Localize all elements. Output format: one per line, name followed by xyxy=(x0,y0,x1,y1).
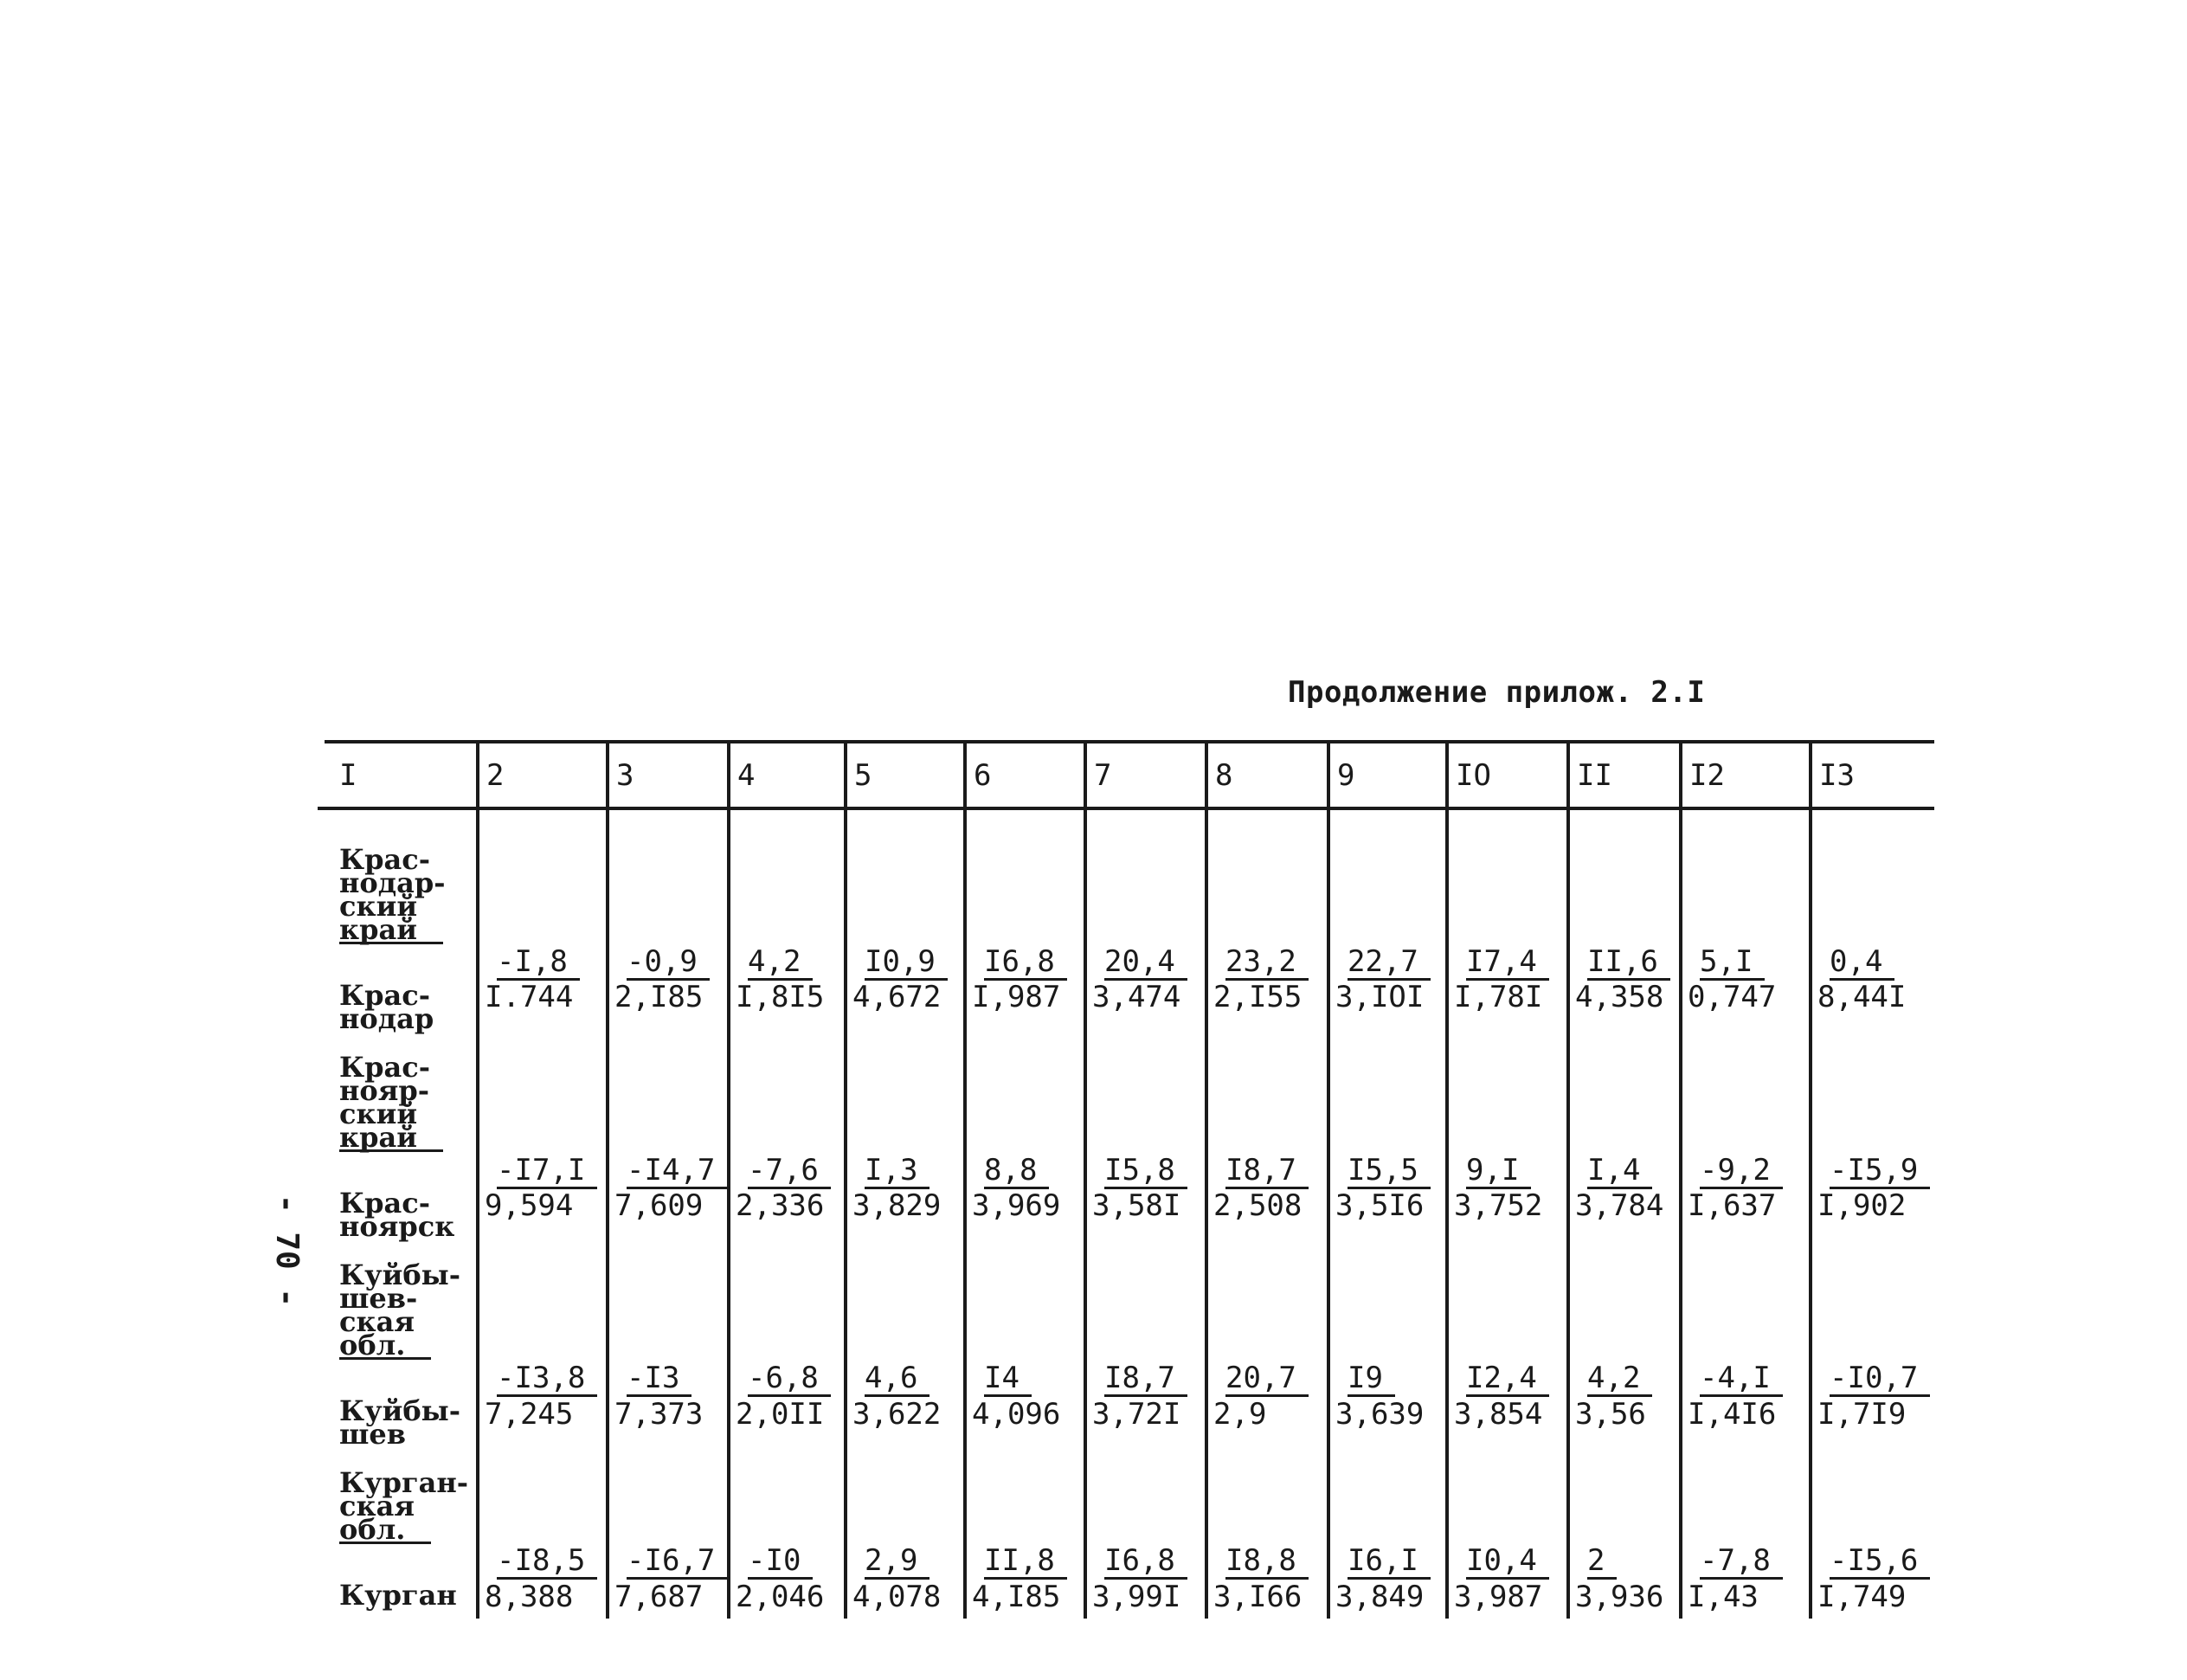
mean-temperature-value: -I,8 xyxy=(497,945,580,981)
coefficient-value: 4,I85 xyxy=(972,1580,1061,1614)
coefficient-value: 3,854 xyxy=(1454,1397,1543,1432)
mean-temperature-value: I6,8 xyxy=(1104,1544,1187,1580)
mean-temperature-value: 5,I xyxy=(1700,945,1765,981)
mean-temperature-value: 0,4 xyxy=(1830,945,1894,981)
table-top-rule xyxy=(325,740,1934,743)
city-name: Курган xyxy=(339,1579,457,1612)
coefficient-value: 7,373 xyxy=(614,1397,704,1432)
coefficient-value: 3,622 xyxy=(852,1397,942,1432)
mean-temperature-value: I6,I xyxy=(1348,1544,1431,1580)
mean-temperature-value: -I0 xyxy=(748,1544,813,1580)
mean-temperature-value: I8,7 xyxy=(1225,1154,1309,1189)
mean-temperature-value: II,6 xyxy=(1587,945,1670,981)
mean-temperature-value: 8,8 xyxy=(984,1154,1049,1189)
coefficient-value: 0,747 xyxy=(1688,980,1777,1014)
coefficient-value: I,4I6 xyxy=(1688,1397,1777,1432)
coefficient-value: 2,336 xyxy=(736,1188,825,1223)
column-divider xyxy=(963,740,967,1619)
header-bottom-rule xyxy=(318,807,1934,810)
coefficient-value: 4,078 xyxy=(852,1580,942,1614)
mean-temperature-value: I9 xyxy=(1348,1361,1395,1397)
coefficient-value: 2,0II xyxy=(736,1397,825,1432)
coefficient-value: 4,672 xyxy=(852,980,942,1014)
region-name: Крас- нодар- ский край xyxy=(339,843,446,946)
column-header: 8 xyxy=(1215,758,1233,793)
column-divider xyxy=(1205,740,1208,1619)
coefficient-value: I,43 xyxy=(1688,1580,1759,1614)
column-divider xyxy=(606,740,609,1619)
mean-temperature-value: 4,2 xyxy=(748,945,813,981)
mean-temperature-value: I0,9 xyxy=(865,945,948,981)
city-name: Куйбы- шев xyxy=(339,1394,461,1451)
column-header: 7 xyxy=(1094,758,1112,793)
mean-temperature-value: -I5,6 xyxy=(1830,1544,1930,1580)
mean-temperature-value: I4 xyxy=(984,1361,1032,1397)
coefficient-value: 3,639 xyxy=(1335,1397,1425,1432)
column-divider xyxy=(1445,740,1449,1619)
mean-temperature-value: -I8,5 xyxy=(497,1544,597,1580)
column-header: 6 xyxy=(974,758,992,793)
mean-temperature-value: 22,7 xyxy=(1348,945,1431,981)
coefficient-value: 3,56 xyxy=(1575,1397,1646,1432)
mean-temperature-value: 9,I xyxy=(1466,1154,1531,1189)
coefficient-value: I,8I5 xyxy=(736,980,825,1014)
column-divider xyxy=(844,740,847,1619)
mean-temperature-value: I8,7 xyxy=(1104,1361,1187,1397)
coefficient-value: 2,I85 xyxy=(614,980,704,1014)
coefficient-value: 2,9 xyxy=(1213,1397,1267,1432)
mean-temperature-value: I5,5 xyxy=(1348,1154,1431,1189)
mean-temperature-value: -I6,7 xyxy=(627,1544,727,1580)
coefficient-value: I,902 xyxy=(1817,1188,1907,1223)
coefficient-value: I,749 xyxy=(1817,1580,1907,1614)
coefficient-value: 3,I66 xyxy=(1213,1580,1303,1614)
column-divider xyxy=(1084,740,1087,1619)
column-header: 2 xyxy=(486,758,505,793)
column-header: 5 xyxy=(854,758,872,793)
column-header: 3 xyxy=(616,758,634,793)
mean-temperature-value: I5,8 xyxy=(1104,1154,1187,1189)
coefficient-value: 3,752 xyxy=(1454,1188,1543,1223)
coefficient-value: 2,046 xyxy=(736,1580,825,1614)
mean-temperature-value: -I0,7 xyxy=(1830,1361,1930,1397)
coefficient-value: I,7I9 xyxy=(1817,1397,1907,1432)
column-header: I xyxy=(339,758,357,793)
mean-temperature-value: -7,8 xyxy=(1700,1544,1783,1580)
mean-temperature-value: -I5,9 xyxy=(1830,1154,1930,1189)
mean-temperature-value: I8,8 xyxy=(1225,1544,1309,1580)
coefficient-value: I,78I xyxy=(1454,980,1543,1014)
coefficient-value: 3,58I xyxy=(1092,1188,1181,1223)
coefficient-value: 3,849 xyxy=(1335,1580,1425,1614)
column-header: 9 xyxy=(1337,758,1355,793)
coefficient-value: 4,096 xyxy=(972,1397,1061,1432)
mean-temperature-value: 2,9 xyxy=(865,1544,929,1580)
mean-temperature-value: -I7,I xyxy=(497,1154,597,1189)
mean-temperature-value: 4,2 xyxy=(1587,1361,1652,1397)
coefficient-value: I.744 xyxy=(485,980,574,1014)
coefficient-value: I,637 xyxy=(1688,1188,1777,1223)
coefficient-value: 4,358 xyxy=(1575,980,1664,1014)
column-header: II xyxy=(1577,758,1612,793)
mean-temperature-value: -I3 xyxy=(627,1361,691,1397)
coefficient-value: 7,609 xyxy=(614,1188,704,1223)
mean-temperature-value: I2,4 xyxy=(1466,1361,1549,1397)
column-header: IO xyxy=(1456,758,1491,793)
coefficient-value: 3,969 xyxy=(972,1188,1061,1223)
coefficient-value: 8,44I xyxy=(1817,980,1907,1014)
coefficient-value: 3,936 xyxy=(1575,1580,1664,1614)
column-header: I3 xyxy=(1819,758,1855,793)
mean-temperature-value: I6,8 xyxy=(984,945,1067,981)
mean-temperature-value: 20,7 xyxy=(1225,1361,1309,1397)
mean-temperature-value: 2 xyxy=(1587,1544,1617,1580)
column-divider xyxy=(476,740,479,1619)
mean-temperature-value: -4,I xyxy=(1700,1361,1783,1397)
column-divider xyxy=(1327,740,1330,1619)
mean-temperature-value: I7,4 xyxy=(1466,945,1549,981)
coefficient-value: 3,5I6 xyxy=(1335,1188,1425,1223)
column-divider xyxy=(1566,740,1570,1619)
column-header: 4 xyxy=(737,758,756,793)
coefficient-value: 3,987 xyxy=(1454,1580,1543,1614)
coefficient-value: 3,474 xyxy=(1092,980,1181,1014)
coefficient-value: 8,388 xyxy=(485,1580,574,1614)
page-number: - 70 - xyxy=(269,1194,305,1308)
mean-temperature-value: I,4 xyxy=(1587,1154,1652,1189)
coefficient-value: 2,I55 xyxy=(1213,980,1303,1014)
mean-temperature-value: 20,4 xyxy=(1104,945,1187,981)
city-name: Крас- нодар xyxy=(339,979,434,1035)
coefficient-value: 3,829 xyxy=(852,1188,942,1223)
mean-temperature-value: -9,2 xyxy=(1700,1154,1783,1189)
column-divider xyxy=(1809,740,1812,1619)
mean-temperature-value: -0,9 xyxy=(627,945,710,981)
mean-temperature-value: -6,8 xyxy=(748,1361,831,1397)
mean-temperature-value: 4,6 xyxy=(865,1361,929,1397)
region-name: Крас- нояр- ский край xyxy=(339,1056,443,1152)
column-divider xyxy=(1679,740,1682,1619)
column-header: I2 xyxy=(1689,758,1725,793)
table-caption: Продолжение прилож. 2.I xyxy=(1288,675,1706,710)
region-name: Курган- ская обл. xyxy=(339,1466,469,1546)
city-name: Крас- ноярск xyxy=(339,1187,455,1243)
coefficient-value: 7,245 xyxy=(485,1397,574,1432)
mean-temperature-value: -I4,7 xyxy=(627,1154,727,1189)
coefficient-value: 3,IOI xyxy=(1335,980,1425,1014)
mean-temperature-value: I,3 xyxy=(865,1154,929,1189)
mean-temperature-value: I0,4 xyxy=(1466,1544,1549,1580)
mean-temperature-value: -I3,8 xyxy=(497,1361,597,1397)
mean-temperature-value: 23,2 xyxy=(1225,945,1309,981)
mean-temperature-value: II,8 xyxy=(984,1544,1067,1580)
coefficient-value: 9,594 xyxy=(485,1188,574,1223)
region-name: Куйбы- шев- ская обл. xyxy=(339,1258,461,1361)
coefficient-value: 2,508 xyxy=(1213,1188,1303,1223)
coefficient-value: 3,784 xyxy=(1575,1188,1664,1223)
column-divider xyxy=(727,740,730,1619)
mean-temperature-value: -7,6 xyxy=(748,1154,831,1189)
coefficient-value: I,987 xyxy=(972,980,1061,1014)
coefficient-value: 7,687 xyxy=(614,1580,704,1614)
coefficient-value: 3,72I xyxy=(1092,1397,1181,1432)
coefficient-value: 3,99I xyxy=(1092,1580,1181,1614)
